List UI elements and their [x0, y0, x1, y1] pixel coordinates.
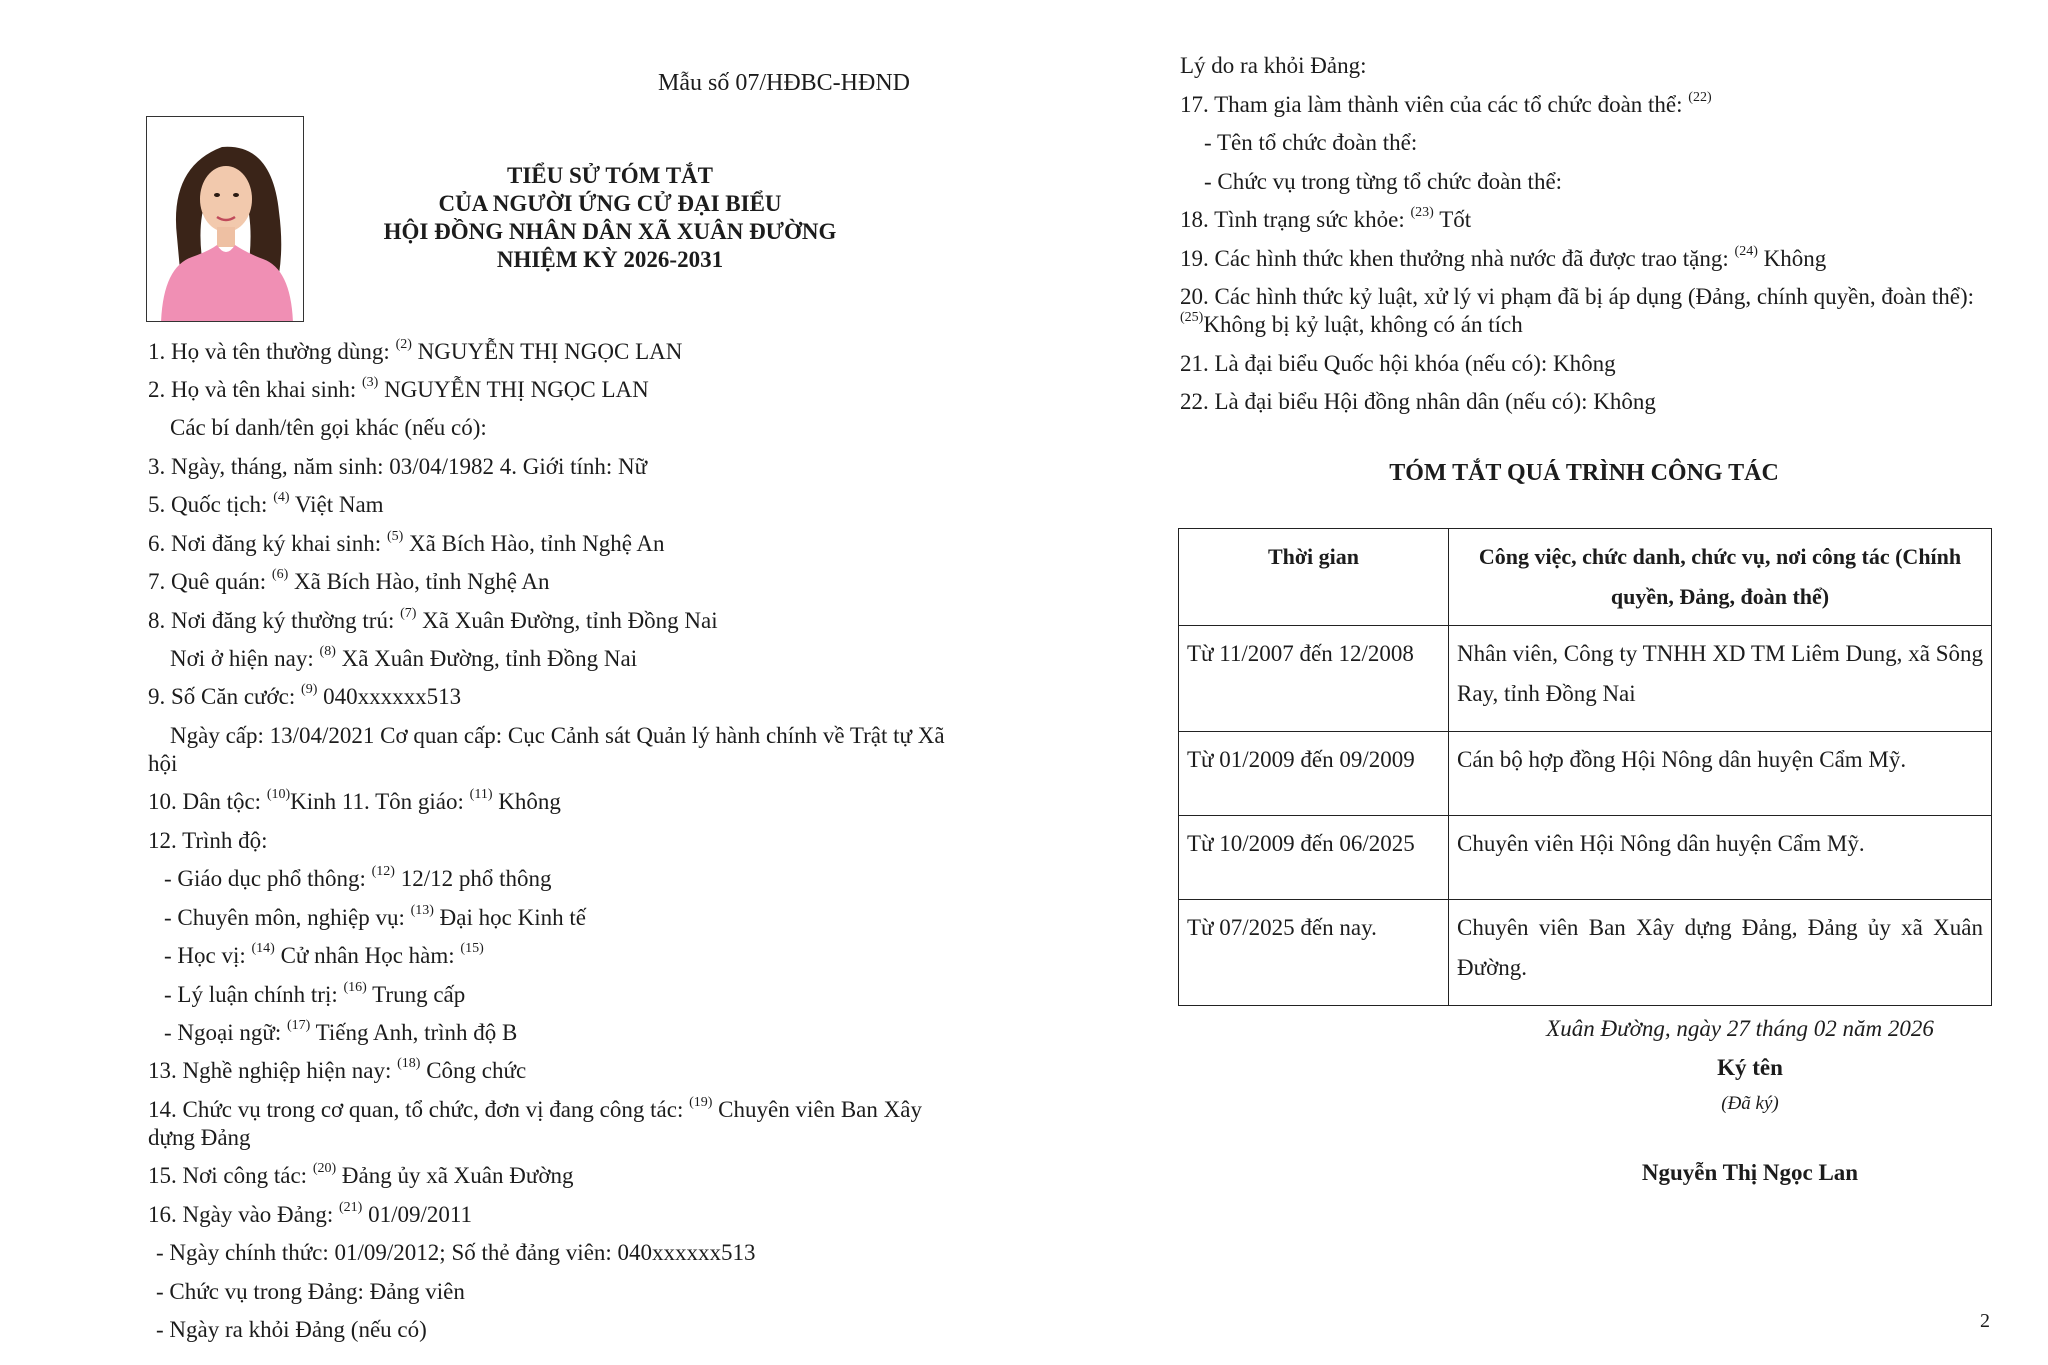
signature-place-date: Xuân Đường, ngày 27 tháng 02 năm 2026	[1546, 1016, 1934, 1041]
field-national-assembly: 21. Là đại biểu Quốc hội khóa (nếu có): Không	[1180, 351, 1616, 376]
field-permanent-residence: 8. Nơi đăng ký thường trú: $^{(7)}$ Xã Xuân Đường, tỉnh Đồng Nai	[148, 606, 718, 633]
signed-note: (Đã ký)	[1721, 1093, 1779, 1114]
field-workplace: 15. Nơi công tác: $^{(20)}$ Đảng ủy xã Xuân Đường	[148, 1161, 574, 1188]
row-job: Nhân viên, Công ty TNHH XD TM Liêm Dung, xã Sông Ray, tỉnh Đồng Nai	[1449, 626, 1992, 732]
field-political-theory: - Lý luận chính trị: $^{(16)}$ Trung cấp	[164, 980, 466, 1007]
signer-name: Nguyễn Thị Ngọc Lan	[1641, 1160, 1859, 1185]
field-peoples-council: 22. Là đại biểu Hội đồng nhân dân (nếu có): Không	[1180, 389, 1656, 414]
field-ethnicity-religion: 10. Dân tộc: $^{(10)}$Kinh 11. Tôn giáo: $^{(11)}$ Không	[148, 787, 561, 814]
candidate-photo	[146, 116, 304, 322]
field-organization-name: - Tên tổ chức đoàn thể:	[1204, 130, 1418, 155]
field-position-cont: dựng Đảng	[148, 1125, 251, 1150]
row-time: Từ 11/2007 đến 12/2008	[1179, 626, 1449, 732]
field-organizations: 17. Tham gia làm thành viên của các tổ chức đoàn thể: $^{(22)}$	[1180, 90, 1712, 117]
field-organization-role: - Chức vụ trong từng tổ chức đoàn thể:	[1204, 169, 1563, 194]
title-line-2: CỦA NGƯỜI ỨNG CỬ ĐẠI BIỂU	[438, 191, 782, 216]
title-line-1: TIỂU SỬ TÓM TẮT	[507, 163, 713, 188]
field-awards: 19. Các hình thức khen thưởng nhà nước đã được trao tặng: $^{(24)}$ Không	[1180, 244, 1827, 271]
row-time: Từ 07/2025 đến nay.	[1179, 900, 1449, 1006]
form-number: Mẫu số 07/HĐBC-HĐND	[658, 70, 910, 96]
table-row	[1179, 816, 1992, 900]
field-id-issue-cont: hội	[148, 751, 178, 776]
field-health: 18. Tình trạng sức khỏe: $^{(23)}$ Tốt	[1180, 205, 1472, 232]
field-hometown: 7. Quê quán: $^{(6)}$ Xã Bích Hào, tỉnh Nghệ An	[148, 567, 550, 594]
title-line-4: NHIỆM KỲ 2026-2031	[496, 247, 724, 272]
field-birthdate-gender: 3. Ngày, tháng, năm sinh: 03/04/1982 4. Giới tính: Nữ	[148, 454, 648, 479]
row-time: Từ 10/2009 đến 06/2025	[1179, 816, 1449, 900]
field-specialty: - Chuyên môn, nghiệp vụ: $^{(13)}$ Đại học Kinh tế	[164, 903, 586, 930]
field-party-official: - Ngày chính thức: 01/09/2012; Số thẻ đảng viên: 040xxxxxx513	[156, 1240, 756, 1265]
row-time: Từ 01/2009 đến 09/2009	[1179, 732, 1449, 816]
field-common-name: 1. Họ và tên thường dùng: $^{(2)}$ NGUYỄN THỊ NGỌC LAN	[148, 337, 683, 364]
field-foreign-language: - Ngoại ngữ: $^{(17)}$ Tiếng Anh, trình độ B	[164, 1018, 518, 1045]
table-row	[1179, 900, 1992, 1006]
field-position: 14. Chức vụ trong cơ quan, tổ chức, đơn vị đang công tác: $^{(19)}$ Chuyên viên Ban Xây	[148, 1095, 922, 1122]
field-general-education: - Giáo dục phổ thông: $^{(12)}$ 12/12 phổ thông	[164, 864, 552, 891]
field-id-number: 9. Số Căn cước: $^{(9)}$ 040xxxxxx513	[148, 682, 462, 709]
document-title	[330, 162, 890, 274]
row-job: Chuyên viên Ban Xây dựng Đảng, Đảng ủy xã Xuân Đường.	[1449, 900, 1992, 1006]
field-party-leave-reason: Lý do ra khỏi Đảng:	[1180, 53, 1367, 78]
table-header-row	[1179, 529, 1992, 626]
field-current-residence: Nơi ở hiện nay: $^{(8)}$ Xã Xuân Đường, tỉnh Đồng Nai	[170, 644, 638, 671]
field-education-header: 12. Trình độ:	[148, 828, 268, 853]
field-party-join-date: 16. Ngày vào Đảng: $^{(21)}$ 01/09/2011	[148, 1200, 473, 1227]
page-number: 2	[1980, 1310, 1990, 1332]
row-job: Chuyên viên Hội Nông dân huyện Cẩm Mỹ.	[1449, 816, 1992, 900]
table-row	[1179, 626, 1992, 732]
field-aliases: Các bí danh/tên gọi khác (nếu có):	[170, 415, 487, 440]
field-party-leave-date: - Ngày ra khỏi Đảng (nếu có)	[156, 1317, 427, 1342]
field-birth-name: 2. Họ và tên khai sinh: $^{(3)}$ NGUYỄN THỊ NGỌC LAN	[148, 375, 649, 402]
table-row	[1179, 732, 1992, 816]
field-occupation: 13. Nghề nghiệp hiện nay: $^{(18)}$ Công chức	[148, 1056, 527, 1083]
field-degree: - Học vị: $^{(14)}$ Cử nhân Học hàm: $^{(15)}$	[164, 941, 484, 968]
field-discipline-value: $^{(25)}$Không bị kỷ luật, không có án tích	[1180, 310, 1523, 337]
field-discipline: 20. Các hình thức kỷ luật, xử lý vi phạm đã bị áp dụng (Đảng, chính quyền, đoàn thể):	[1180, 284, 1974, 309]
signature-label: Ký tên	[1717, 1055, 1783, 1080]
field-id-issue: Ngày cấp: 13/04/2021 Cơ quan cấp: Cục Cảnh sát Quản lý hành chính về Trật tự Xã	[170, 723, 945, 748]
field-birth-registration: 6. Nơi đăng ký khai sinh: $^{(5)}$ Xã Bích Hào, tỉnh Nghệ An	[148, 529, 665, 556]
header-time: Thời gian	[1179, 529, 1449, 626]
title-line-3: HỘI ĐỒNG NHÂN DÂN XÃ XUÂN ĐƯỜNG	[383, 219, 837, 244]
work-history-table	[1178, 528, 1992, 1006]
row-job: Cán bộ hợp đồng Hội Nông dân huyện Cẩm Mỹ.	[1449, 732, 1992, 816]
field-party-role: - Chức vụ trong Đảng: Đảng viên	[156, 1279, 465, 1304]
header-job: Công việc, chức danh, chức vụ, nơi công tác (Chính quyền, Đảng, đoàn thể)	[1449, 529, 1992, 626]
field-nationality: 5. Quốc tịch: $^{(4)}$ Việt Nam	[148, 490, 384, 517]
work-history-title: TÓM TẮT QUÁ TRÌNH CÔNG TÁC	[1389, 460, 1779, 486]
